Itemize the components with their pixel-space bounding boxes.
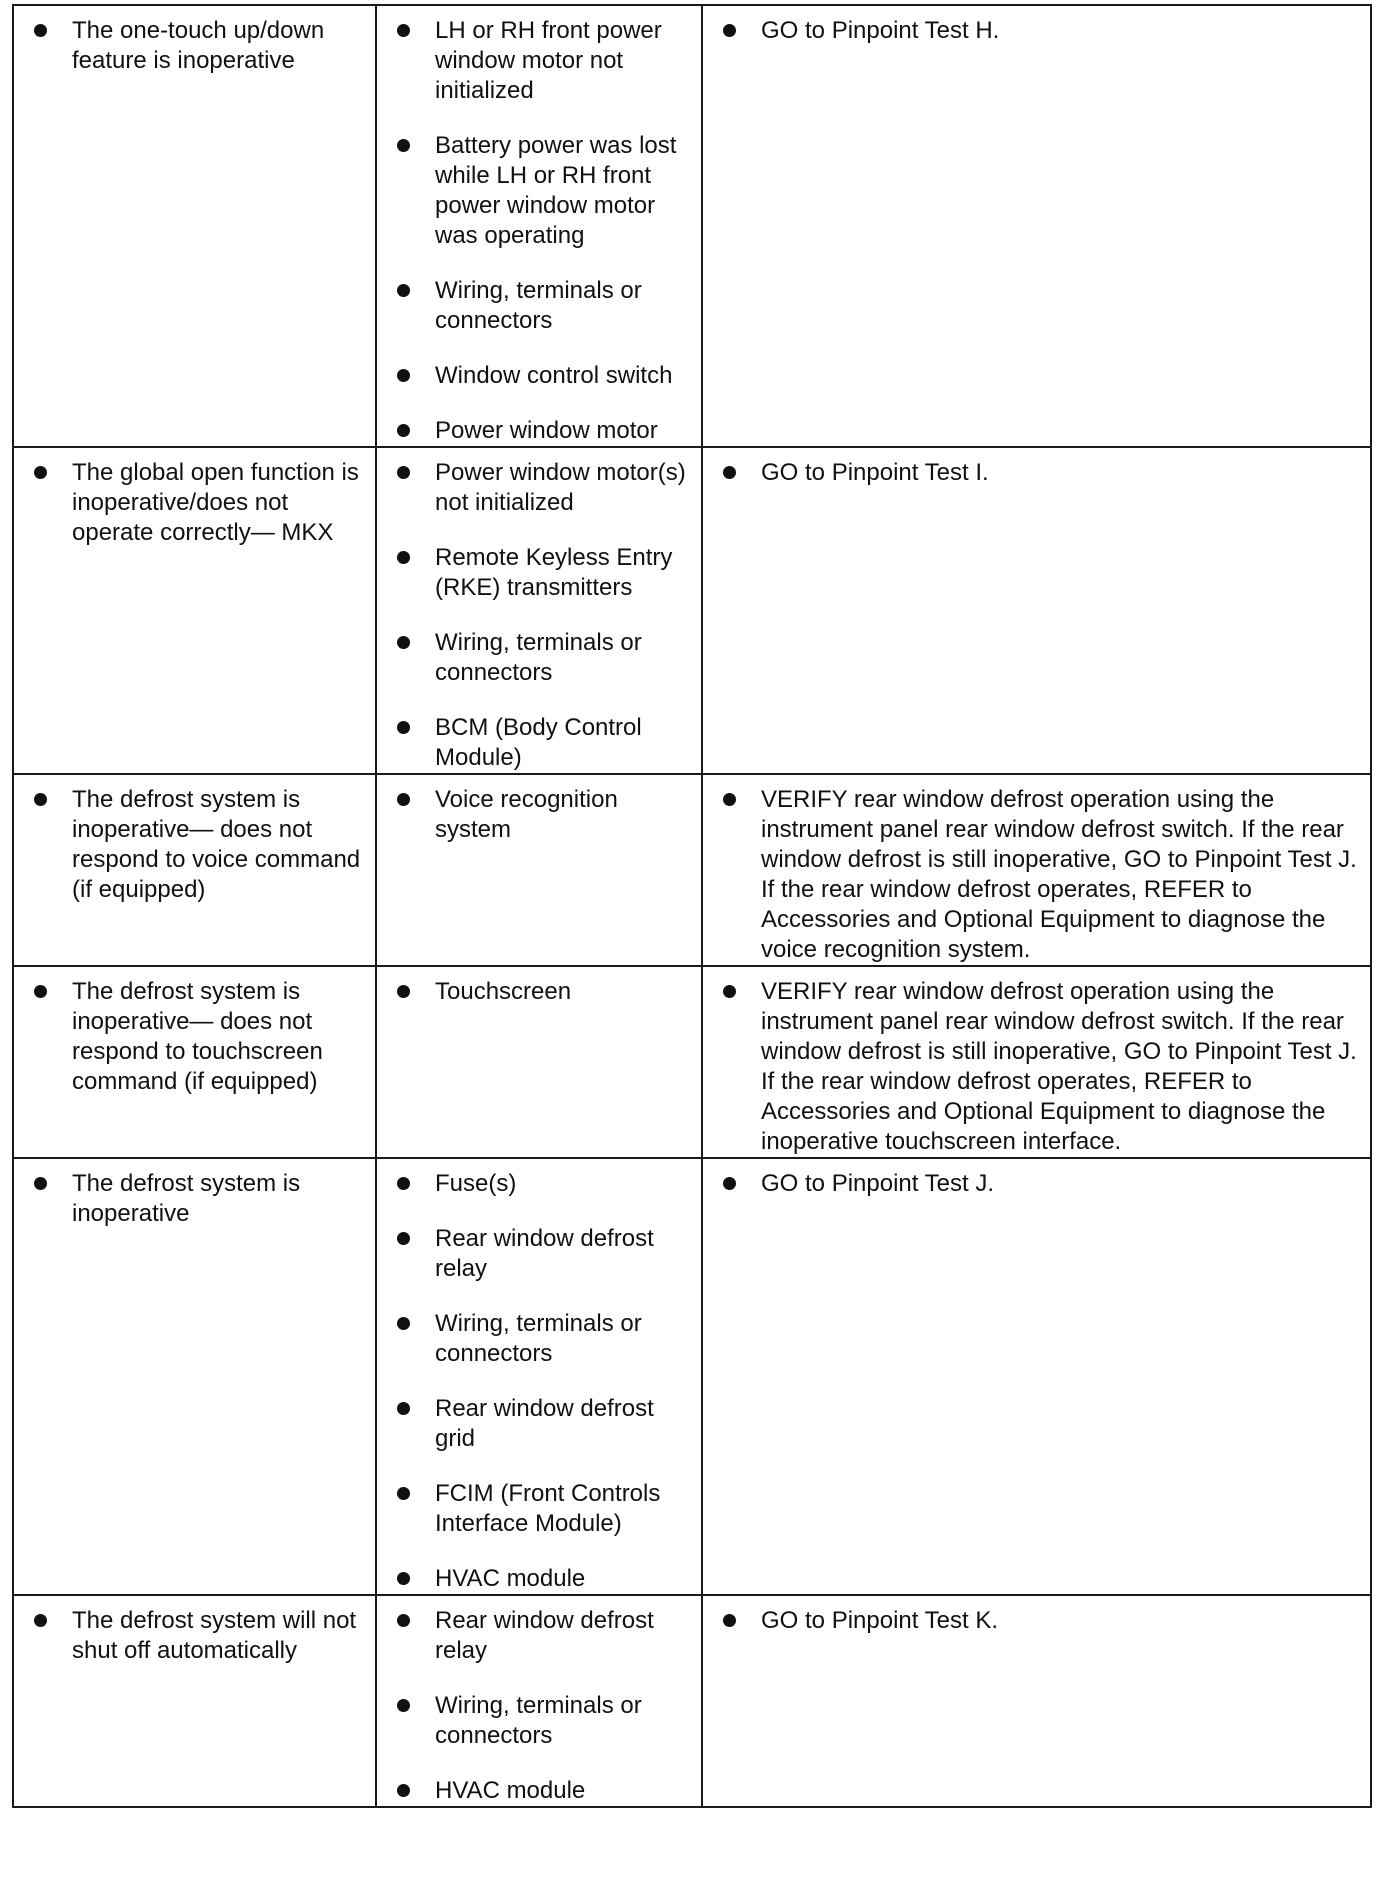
- item-text: Window control switch: [435, 362, 673, 389]
- possible-sources-list: [397, 977, 695, 1007]
- bullet-icon: [34, 1177, 47, 1190]
- possible-sources-cell: [376, 774, 702, 966]
- list-item: [397, 1479, 695, 1539]
- possible-sources-cell: [376, 1158, 702, 1595]
- condition-list: [34, 977, 369, 1097]
- bullet-icon: [723, 24, 736, 37]
- bullet-icon: [397, 369, 410, 382]
- item-text: BCM (Body Control Module): [435, 714, 642, 771]
- list-item: [397, 1169, 695, 1199]
- bullet-icon: [397, 721, 410, 734]
- bullet-icon: [397, 284, 410, 297]
- bullet-icon: [723, 1614, 736, 1627]
- symptom-row: [13, 447, 1371, 774]
- list-item: [397, 16, 695, 106]
- list-item: [397, 543, 695, 603]
- bullet-icon: [397, 636, 410, 649]
- list-item: [397, 977, 695, 1007]
- item-text: The defrost system is inoperative— does not respond to touchscreen command (if equipped): [72, 978, 323, 1095]
- symptom-chart-body: [13, 5, 1371, 1807]
- list-item: [397, 628, 695, 688]
- bullet-icon: [723, 793, 736, 806]
- item-text: The defrost system is inoperative— does not respond to voice command (if equipped): [72, 786, 361, 903]
- list-item: [397, 361, 695, 391]
- possible-sources-list: [397, 16, 695, 446]
- condition-cell: [13, 447, 376, 774]
- list-item: [723, 1169, 1364, 1199]
- possible-sources-cell: [376, 5, 702, 447]
- symptom-row: [13, 1158, 1371, 1595]
- item-text: The defrost system is inoperative: [72, 1170, 301, 1227]
- item-text: GO to Pinpoint Test J.: [761, 1170, 995, 1197]
- action-cell: [702, 5, 1371, 447]
- item-text: HVAC module: [435, 1777, 586, 1804]
- bullet-icon: [34, 24, 47, 37]
- list-item: [34, 977, 369, 1097]
- item-text: Wiring, terminals or connectors: [435, 629, 642, 686]
- list-item: [397, 1564, 695, 1594]
- possible-sources-list: [397, 458, 695, 773]
- action-cell: [702, 966, 1371, 1158]
- item-text: Wiring, terminals or connectors: [435, 1692, 642, 1749]
- item-text: Power window motor: [435, 417, 658, 444]
- action-list: [723, 977, 1364, 1157]
- condition-list: [34, 16, 369, 76]
- list-item: [397, 1394, 695, 1454]
- symptom-row: [13, 1595, 1371, 1807]
- list-item: [34, 458, 369, 548]
- condition-list: [34, 1606, 369, 1666]
- item-text: Rear window defrost relay: [435, 1225, 654, 1282]
- item-text: Wiring, terminals or connectors: [435, 1310, 642, 1367]
- action-list: [723, 16, 1364, 46]
- list-item: [397, 1776, 695, 1806]
- list-item: [397, 131, 695, 251]
- bullet-icon: [397, 551, 410, 564]
- possible-sources-cell: [376, 447, 702, 774]
- bullet-icon: [397, 1614, 410, 1627]
- item-text: The defrost system will not shut off automatically: [72, 1607, 357, 1664]
- action-cell: [702, 774, 1371, 966]
- possible-sources-list: [397, 1169, 695, 1594]
- item-text: GO to Pinpoint Test H.: [761, 17, 1000, 44]
- bullet-icon: [397, 1317, 410, 1330]
- item-text: Wiring, terminals or connectors: [435, 277, 642, 334]
- list-item: [723, 16, 1364, 46]
- list-item: [397, 1606, 695, 1666]
- item-text: LH or RH front power window motor not initialized: [435, 17, 662, 104]
- action-list: [723, 1606, 1364, 1636]
- action-list: [723, 785, 1364, 965]
- symptom-row: [13, 774, 1371, 966]
- item-text: Power window motor(s) not initialized: [435, 459, 686, 516]
- bullet-icon: [34, 985, 47, 998]
- bullet-icon: [397, 1699, 410, 1712]
- item-text: The one-touch up/down feature is inoperative: [72, 17, 325, 74]
- bullet-icon: [34, 1614, 47, 1627]
- bullet-icon: [397, 1232, 410, 1245]
- action-cell: [702, 1595, 1371, 1807]
- list-item: [723, 1606, 1364, 1636]
- bullet-icon: [397, 24, 410, 37]
- list-item: [397, 1309, 695, 1369]
- possible-sources-cell: [376, 966, 702, 1158]
- list-item: [397, 276, 695, 336]
- item-text: VERIFY rear window defrost operation using the instrument panel rear window defrost switch. If the rear window defrost is still inoperative, GO to Pinpoint Test J. If the rear window defrost operates, REFER to Accessories and Optional Equipment to diagnose the voice recognition system.: [761, 786, 1357, 963]
- bullet-icon: [34, 466, 47, 479]
- list-item: [723, 785, 1364, 965]
- action-list: [723, 1169, 1364, 1199]
- item-text: FCIM (Front Controls Interface Module): [435, 1480, 661, 1537]
- possible-sources-cell: [376, 1595, 702, 1807]
- list-item: [723, 977, 1364, 1157]
- action-list: [723, 458, 1364, 488]
- bullet-icon: [397, 985, 410, 998]
- action-cell: [702, 1158, 1371, 1595]
- bullet-icon: [397, 1572, 410, 1585]
- bullet-icon: [397, 1784, 410, 1797]
- bullet-icon: [723, 985, 736, 998]
- symptom-row: [13, 966, 1371, 1158]
- possible-sources-list: [397, 1606, 695, 1806]
- condition-list: [34, 785, 369, 905]
- condition-cell: [13, 5, 376, 447]
- item-text: GO to Pinpoint Test K.: [761, 1607, 999, 1634]
- bullet-icon: [397, 793, 410, 806]
- list-item: [397, 713, 695, 773]
- bullet-icon: [397, 424, 410, 437]
- list-item: [397, 416, 695, 446]
- list-item: [34, 1169, 369, 1229]
- list-item: [34, 1606, 369, 1666]
- item-text: Battery power was lost while LH or RH front power window motor was operating: [435, 132, 677, 249]
- item-text: Rear window defrost relay: [435, 1607, 654, 1664]
- list-item: [34, 16, 369, 76]
- list-item: [723, 458, 1364, 488]
- condition-cell: [13, 774, 376, 966]
- item-text: VERIFY rear window defrost operation using the instrument panel rear window defrost switch. If the rear window defrost is still inoperative, GO to Pinpoint Test J. If the rear window defrost operates, REFER to Accessories and Optional Equipment to diagnose the inoperative touchscreen interface.: [761, 978, 1357, 1155]
- bullet-icon: [397, 466, 410, 479]
- condition-cell: [13, 1158, 376, 1595]
- bullet-icon: [34, 793, 47, 806]
- symptom-row: [13, 5, 1371, 447]
- item-text: Remote Keyless Entry (RKE) transmitters: [435, 544, 673, 601]
- list-item: [34, 785, 369, 905]
- bullet-icon: [397, 1487, 410, 1500]
- list-item: [397, 1224, 695, 1284]
- item-text: Rear window defrost grid: [435, 1395, 654, 1452]
- list-item: [397, 458, 695, 518]
- item-text: Fuse(s): [435, 1170, 517, 1197]
- condition-list: [34, 1169, 369, 1229]
- condition-list: [34, 458, 369, 548]
- item-text: Voice recognition system: [435, 786, 618, 843]
- possible-sources-list: [397, 785, 695, 845]
- item-text: Touchscreen: [435, 978, 572, 1005]
- bullet-icon: [397, 1402, 410, 1415]
- condition-cell: [13, 1595, 376, 1807]
- item-text: HVAC module: [435, 1565, 586, 1592]
- action-cell: [702, 447, 1371, 774]
- list-item: [397, 785, 695, 845]
- condition-cell: [13, 966, 376, 1158]
- item-text: GO to Pinpoint Test I.: [761, 459, 989, 486]
- bullet-icon: [397, 139, 410, 152]
- bullet-icon: [723, 466, 736, 479]
- bullet-icon: [397, 1177, 410, 1190]
- symptom-chart-table: [12, 4, 1372, 1808]
- bullet-icon: [723, 1177, 736, 1190]
- item-text: The global open function is inoperative/does not operate correctly— MKX: [72, 459, 359, 546]
- list-item: [397, 1691, 695, 1751]
